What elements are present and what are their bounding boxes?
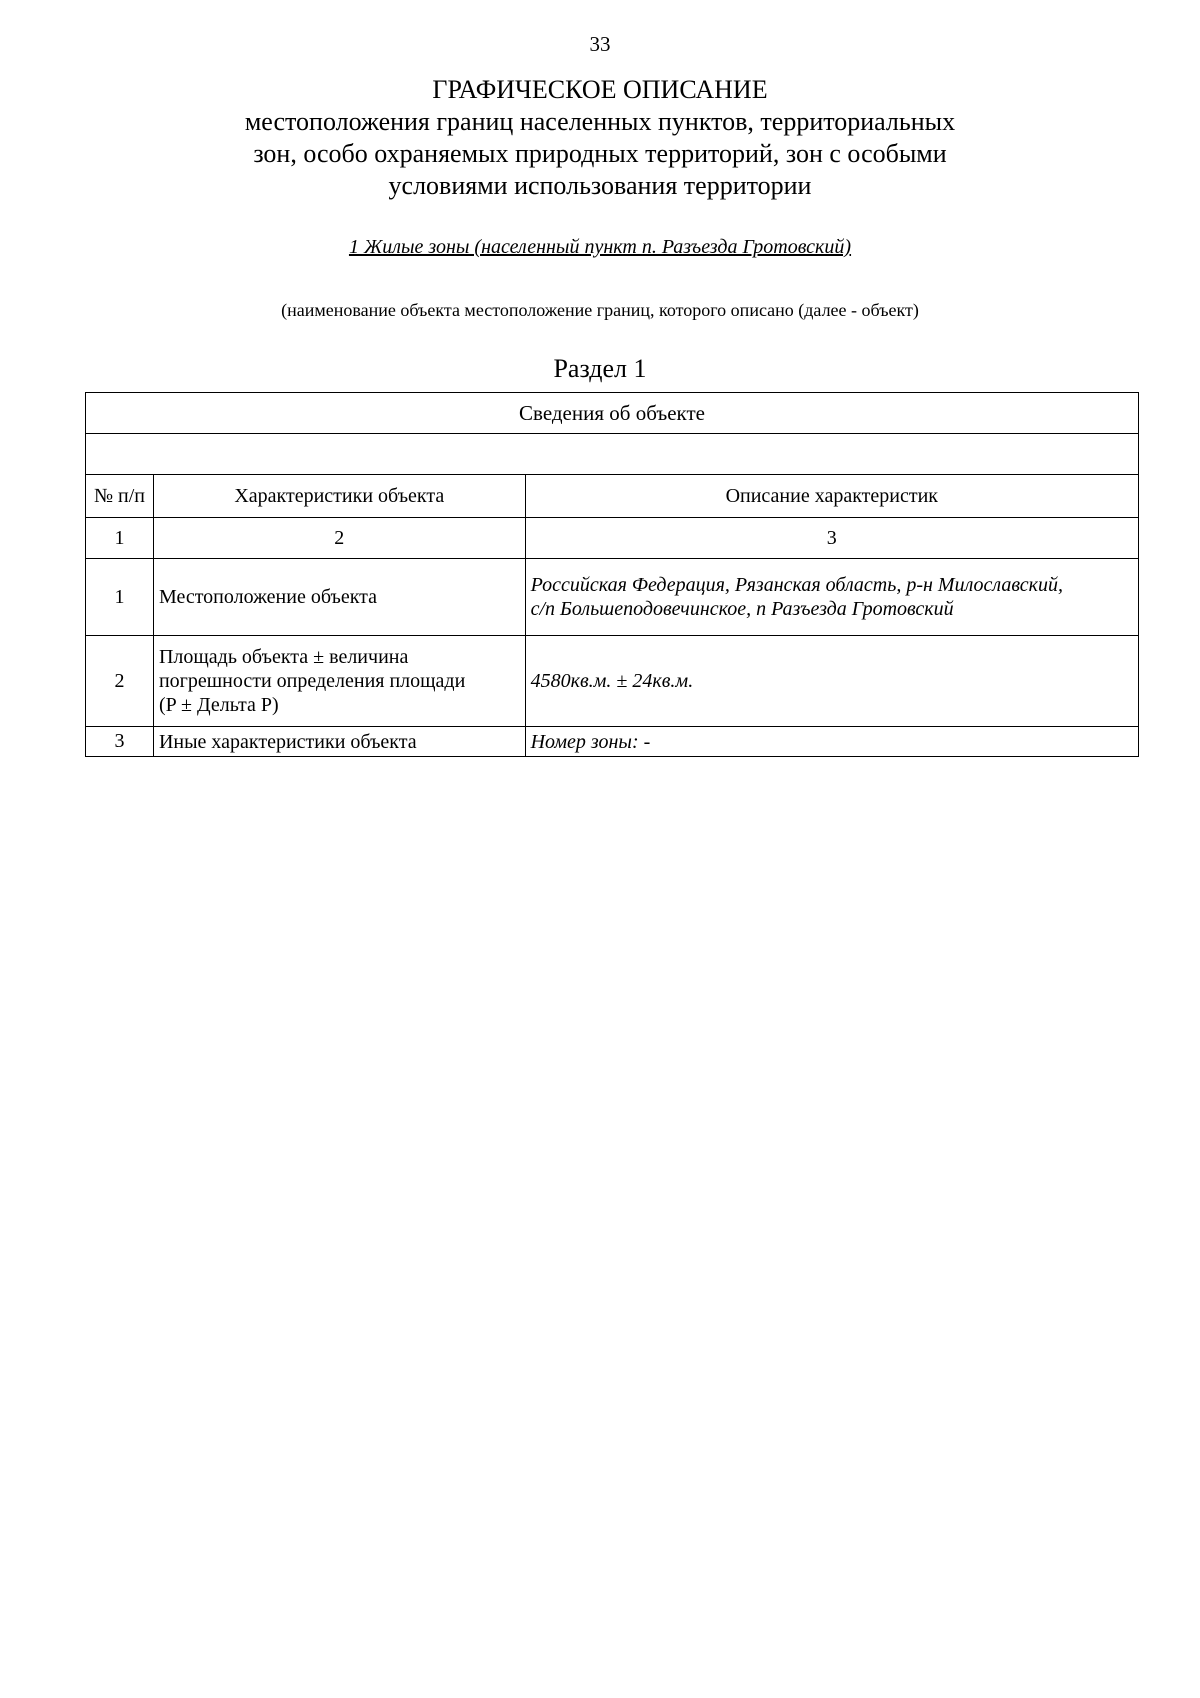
- table-row: [86, 559, 1139, 636]
- row-number: 1: [86, 559, 154, 636]
- column-number-2: 2: [153, 518, 525, 559]
- row-description: [525, 636, 1138, 727]
- row-number: 2: [86, 636, 154, 727]
- section-title: Раздел 1: [553, 354, 647, 383]
- row-description: [525, 559, 1138, 636]
- title-line-4: условиями использования территории: [388, 171, 812, 200]
- table-caption-row: [86, 393, 1139, 434]
- description-text: с/п Большеподовечинское, п Разъезда Гротовский: [530, 598, 954, 620]
- title-line-2: местоположения границ населенных пунктов, территориальных: [244, 107, 956, 136]
- description-text: Номер зоны: -: [530, 730, 651, 753]
- description-text: Российская Федерация, Рязанская область, р-н Милославский,: [530, 574, 1064, 596]
- characteristic-text: (P ± Дельта P): [158, 694, 279, 716]
- row-description: [525, 727, 1138, 757]
- header-number: № п/п: [86, 475, 154, 518]
- table-empty-row: [86, 434, 1139, 475]
- characteristic-text: Площадь объекта ± величина: [158, 646, 409, 668]
- row-characteristic: [153, 559, 525, 636]
- table-empty-cell: [86, 434, 1139, 475]
- object-info-table: [85, 392, 1139, 757]
- column-number-3: 3: [525, 518, 1138, 559]
- document-title: [150, 74, 1050, 202]
- title-line-3: зон, особо охраняемых природных территорий, зон с особыми: [253, 139, 947, 168]
- object-name-text: 1 Жилые зоны (населенный пункт п. Разъезда Гротовский): [348, 236, 852, 258]
- object-caption: (наименование объекта местоположение границ, которого описано (далее - объект): [281, 300, 919, 320]
- header-description: Описание характеристик: [525, 475, 1138, 518]
- table-row: [86, 636, 1139, 727]
- characteristic-text: Местоположение объекта: [158, 586, 378, 608]
- page-number: 33: [589, 32, 611, 56]
- row-number: 3: [86, 727, 154, 757]
- description-text: 4580кв.м. ± 24кв.м.: [530, 670, 694, 692]
- title-line-1: ГРАФИЧЕСКОЕ ОПИСАНИЕ: [432, 75, 768, 104]
- characteristic-text: погрешности определения площади: [158, 670, 466, 692]
- characteristic-text: Иные характеристики объекта: [158, 730, 417, 753]
- table-row: [86, 727, 1139, 757]
- column-number-1: 1: [86, 518, 154, 559]
- header-characteristic: Характеристики объекта: [153, 475, 525, 518]
- table-caption: Сведения об объекте: [86, 393, 1139, 434]
- object-name: [0, 236, 1200, 259]
- row-characteristic: [153, 727, 525, 757]
- table-column-number-row: [86, 518, 1139, 559]
- table-header-row: [86, 475, 1139, 518]
- row-characteristic: [153, 636, 525, 727]
